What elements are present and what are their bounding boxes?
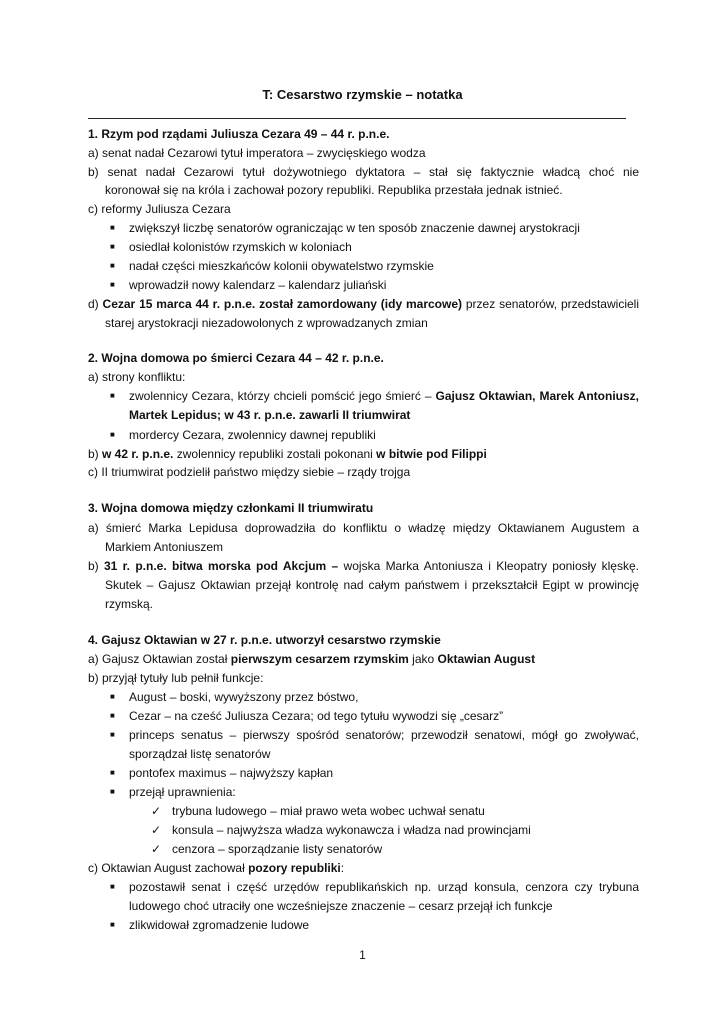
square-bullet-icon: ■ (110, 280, 115, 289)
section-3-item-a-cont: Markiem Antoniuszem (105, 540, 224, 554)
checkmark-icon: ✓ (151, 804, 162, 818)
list-item: pontofex maximus – najwyższy kapłan (129, 766, 334, 780)
section-4-heading: 4. Gajusz Oktawian w 27 r. p.n.e. utworzył cesarstwo rzymskie (88, 633, 441, 647)
square-bullet-icon: ■ (110, 787, 115, 796)
square-bullet-icon: ■ (110, 430, 115, 439)
square-bullet-icon: ■ (110, 768, 115, 777)
list-item-cont: Martek Lepidus; w 43 r. p.n.e. zawarli II triumwirat (129, 408, 411, 422)
list-item: princeps senatus – pierwszy spośród senatorów; przewodził senatowi, mógł go zwoływać, (129, 728, 639, 742)
list-item: wprowadził nowy kalendarz – kalendarz juliański (129, 278, 387, 292)
page-number: 1 (359, 948, 366, 962)
square-bullet-icon: ■ (110, 711, 115, 720)
list-item: osiedlał kolonistów rzymskich w koloniach (129, 240, 352, 254)
section-1-item-a: a) senat nadał Cezarowi tytuł imperatora – zwycięskiego wodza (88, 146, 426, 160)
list-item: mordercy Cezara, zwolennicy dawnej republiki (129, 428, 376, 442)
list-item: przejął uprawnienia: (129, 785, 236, 799)
section-2-item-a: a) strony konfliktu: (88, 370, 186, 384)
check-item: konsula – najwyższa władza wykonawcza i władza nad prowincjami (172, 823, 531, 837)
section-1-item-d: d) Cezar 15 marca 44 r. p.n.e. został zamordowany (idy marcowe) przez senatorów, przedstawicieli (88, 297, 639, 311)
check-item: cenzora – sporządzanie listy senatorów (172, 842, 383, 856)
section-3-item-a: a) śmierć Marka Lepidusa doprowadziła do konfliktu o władzę między Oktawianem Augustem a (88, 521, 639, 535)
section-3-item-b: b) 31 r. p.n.e. bitwa morska pod Akcjum – wojska Marka Antoniusza i Kleopatry poniosły klęskę. (88, 559, 639, 573)
section-4-item-b: b) przyjął tytuły lub pełnił funkcje: (88, 671, 264, 685)
checkmark-icon: ✓ (151, 823, 162, 837)
square-bullet-icon: ■ (110, 391, 115, 400)
check-item: trybuna ludowego – miał prawo weta wobec uchwał senatu (172, 804, 485, 818)
section-1-item-b-cont: koronował się na króla i zachował pozory republiki. Republika przestała jednak istnieć. (105, 183, 563, 197)
list-item: zwolennicy Cezara, którzy chcieli pomścić jego śmierć – Gajusz Oktawian, Marek Antoniusz, (129, 389, 639, 403)
square-bullet-icon: ■ (110, 882, 115, 891)
section-2-heading: 2. Wojna domowa po śmierci Cezara 44 – 42 r. p.n.e. (88, 351, 384, 365)
page-title: T: Cesarstwo rzymskie – notatka (262, 87, 463, 102)
list-item: August – boski, wywyższony przez bóstwo, (129, 690, 359, 704)
section-2-item-b: b) w 42 r. p.n.e. zwolennicy republiki zostali pokonani w bitwie pod Filippi (88, 447, 487, 461)
checkmark-icon: ✓ (151, 842, 162, 856)
list-item: Cezar – na cześć Juliusza Cezara; od tego tytułu wywodzi się „cesarz” (129, 709, 504, 723)
list-item: zwiększył liczbę senatorów ograniczając w ten sposób znaczenie dawnej arystokracji (129, 221, 580, 235)
section-3-heading: 3. Wojna domowa między członkami II triumwiratu (88, 501, 374, 515)
section-3-item-b-cont: Skutek – Gajusz Oktawian przejął kontrolę nad całym państwem i przekształcił Egipt w prowincję (105, 578, 639, 592)
section-3-item-b-cont2: rzymską. (105, 597, 153, 611)
section-4-item-c: c) Oktawian August zachował pozory republiki: (88, 861, 345, 875)
square-bullet-icon: ■ (110, 261, 115, 270)
square-bullet-icon: ■ (110, 223, 115, 232)
section-1-heading: 1. Rzym pod rządami Juliusza Cezara 49 – 44 r. p.n.e. (88, 127, 390, 141)
list-item: zlikwidował zgromadzenie ludowe (129, 918, 310, 932)
square-bullet-icon: ■ (110, 920, 115, 929)
square-bullet-icon: ■ (110, 242, 115, 251)
square-bullet-icon: ■ (110, 730, 115, 739)
list-item: nadał części mieszkańców kolonii obywatelstwo rzymskie (129, 259, 434, 273)
list-item-cont: sporządzał listę senatorów (129, 747, 271, 761)
title-divider (88, 118, 626, 119)
section-1-item-c: c) reformy Juliusza Cezara (88, 202, 231, 216)
section-2-item-c: c) II triumwirat podzielił państwo między siebie – rządy trojga (88, 465, 411, 479)
section-1-item-b: b) senat nadał Cezarowi tytuł dożywotniego dyktatora – stał się faktycznie władcą choć nie (88, 165, 639, 179)
list-item: pozostawił senat i część urzędów republikańskich np. urząd konsula, cenzora czy trybuna (129, 880, 639, 894)
list-item-cont: ludowego choć utraciły one wcześniejsze znaczenie – cesarz przejął ich funkcje (129, 899, 553, 913)
square-bullet-icon: ■ (110, 692, 115, 701)
section-4-item-a: a) Gajusz Oktawian został pierwszym cesarzem rzymskim jako Oktawian August (88, 652, 536, 666)
section-1-item-d-cont: starej arystokracji niezadowolonych z wprowadzanych zmian (105, 316, 428, 330)
